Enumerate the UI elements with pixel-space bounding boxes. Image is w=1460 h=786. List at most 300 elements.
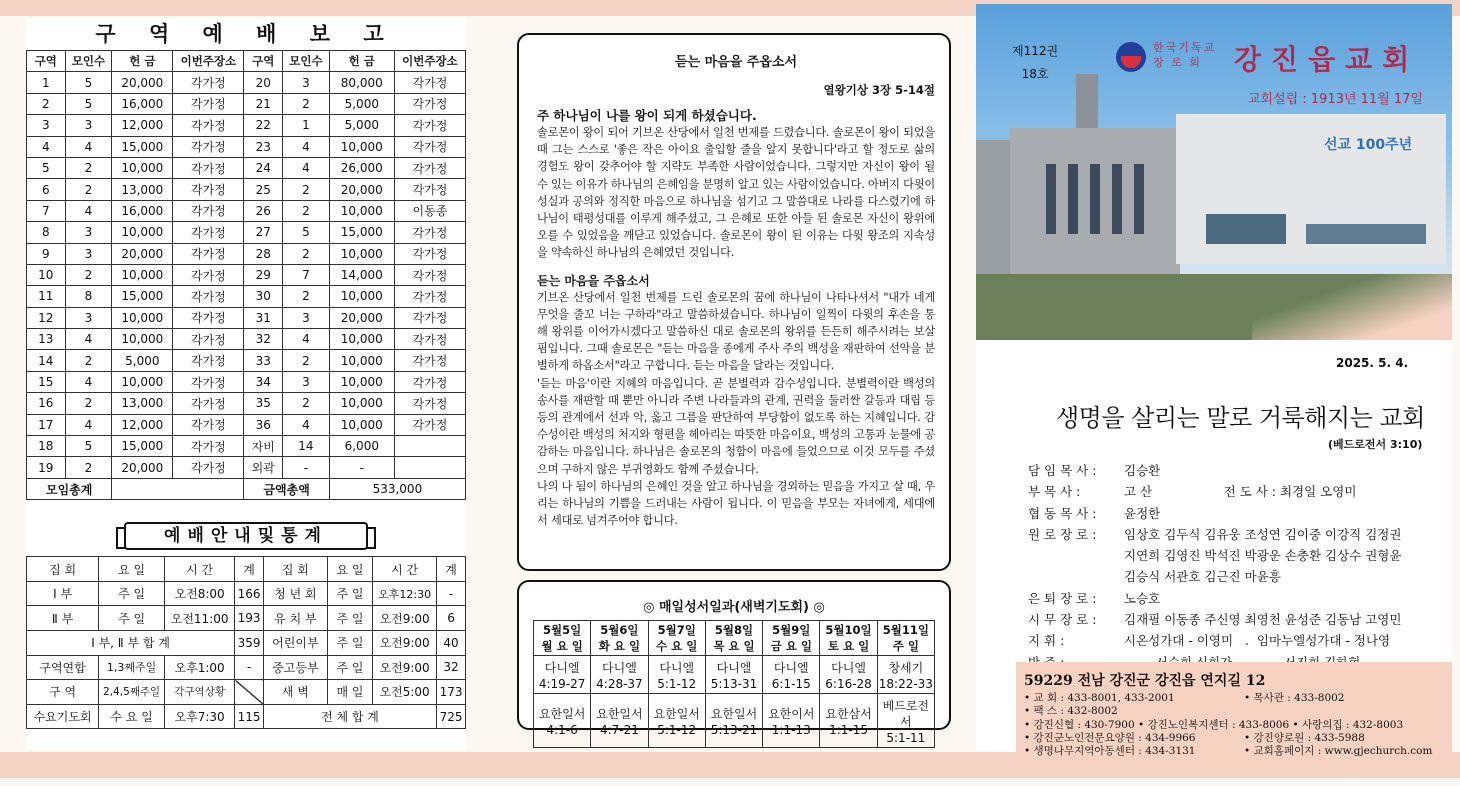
table-cell: 10,000 <box>112 157 173 178</box>
day-cell <box>534 694 591 748</box>
staff-names: 시온성가대 - 이영미 . 임마누엘성가대 - 정나영 <box>1124 633 1391 649</box>
table-cell: 각가정 <box>173 93 244 114</box>
table-cell: 4 <box>283 414 330 435</box>
daily-bible-box <box>517 580 951 745</box>
table-cell: 15,000 <box>112 136 173 157</box>
table-cell: 각가정 <box>173 157 244 178</box>
table-row <box>27 704 466 729</box>
cell-line: 다니엘 <box>659 661 695 675</box>
staff-role: 시 무 장 로 : <box>1028 612 1097 628</box>
table-cell: 18 <box>27 436 66 457</box>
cell-line: 18:22-33 <box>878 677 933 691</box>
cell-line: 월 요 일 <box>541 639 583 653</box>
table-cell: 12,000 <box>112 414 173 435</box>
cell-line: 요한일서 <box>653 707 700 721</box>
table-cell: 새 벽 <box>263 680 327 705</box>
cell-line: 요한일서 <box>710 707 758 721</box>
cell-line: 토 요 일 <box>827 639 870 653</box>
table-cell: 2 <box>65 393 112 414</box>
table-cell: 28 <box>244 243 283 264</box>
table-cell: 12 <box>27 307 66 328</box>
table-row <box>27 655 466 680</box>
table-cell: 27 <box>244 222 283 243</box>
table-cell: 유 치 부 <box>263 606 327 631</box>
cell-line: 요한삼서 <box>825 707 872 721</box>
table-header-cell: 집 회 <box>263 557 327 582</box>
cell-line: 5월8일 <box>714 623 754 637</box>
table-row <box>27 630 466 655</box>
contact-line <box>1024 705 1452 718</box>
table-cell: 6,000 <box>329 436 394 457</box>
table-cell: 10,000 <box>329 350 394 371</box>
contact-item: • 목사관 : 433-8002 <box>1244 692 1345 704</box>
table-cell: 각가정 <box>173 136 244 157</box>
table-cell: 이동종 <box>394 200 465 221</box>
cell-line: 다니엘 <box>716 661 752 675</box>
table-cell: 4 <box>27 136 66 157</box>
sermon-reference: 열왕기상 3장 5-14절 <box>823 83 935 97</box>
table-cell: 오후1:00 <box>165 655 235 680</box>
table-cell: 각가정 <box>173 414 244 435</box>
table-cell: 각가정 <box>173 179 244 200</box>
window <box>1090 164 1100 234</box>
table-row <box>27 243 466 264</box>
staff-row <box>1028 630 1448 651</box>
table-cell: 15,000 <box>329 222 394 243</box>
cell-line: 4:19-27 <box>538 677 586 691</box>
staff-names: 윤정한 <box>1124 505 1161 521</box>
contact-line <box>1024 732 1452 745</box>
table-cell: 10,000 <box>112 329 173 350</box>
table-cell: - <box>283 457 330 478</box>
table-cell: 2,4,5째주일 <box>99 680 165 705</box>
table-cell: 10,000 <box>329 286 394 307</box>
header-district: 구역 <box>244 51 283 72</box>
table-cell: 19 <box>27 457 66 478</box>
contact-line <box>1024 719 1452 732</box>
table-cell: 6 <box>437 606 466 631</box>
table-cell: 10,000 <box>112 264 173 285</box>
table-cell: 9 <box>27 243 66 264</box>
staff-role: 원 로 장 로 : <box>1028 526 1097 542</box>
table-cell: 4 <box>65 136 112 157</box>
table-cell: 4 <box>283 157 330 178</box>
day-cell <box>591 694 648 748</box>
table-cell: 36 <box>244 414 283 435</box>
table-cell: 각가정 <box>173 371 244 392</box>
table-cell: 5 <box>283 222 330 243</box>
table-cell: 구 역 <box>27 680 99 705</box>
table-row <box>27 115 466 136</box>
header-district: 구역 <box>27 51 66 72</box>
table-cell: 중고등부 <box>263 655 327 680</box>
day-cell <box>648 694 705 748</box>
table-cell: 주 일 <box>327 655 372 680</box>
table-cell: 각가정 <box>173 264 244 285</box>
table-cell: 각가정 <box>173 243 244 264</box>
day-cell <box>705 656 762 694</box>
table-cell: 10,000 <box>329 200 394 221</box>
table-row <box>27 157 466 178</box>
contact-box <box>1016 662 1452 772</box>
table-cell: 4 <box>65 371 112 392</box>
table-cell: 수요기도회 <box>27 704 99 729</box>
staff-row <box>1028 588 1448 609</box>
table-cell: 7 <box>27 200 66 221</box>
day-cell <box>877 656 934 694</box>
table-cell: 34 <box>244 371 283 392</box>
sermon-paragraph-2: 기브온 산당에서 일천 번제를 드린 솔로몬의 꿈에 하나님이 나타나셔서 "내가 네게 무엇을 줄꼬 너는 구하라"라고 말씀하셨습니다. 하나님이 일찍이 다윗의 후손을 통해 왕위를 이어가시겠다고 말씀하신 대로 솔로몬의 왕위를 든든히 해주시려는 보살핌입니다. 그때 솔로몬은 "듣는 마음을 종에게 주사 주의 백성을 재판하여 선악을 분별하게 하옵소서"라고 구합니다. 듣는 마음을 달라는 것입니다. <box>537 290 935 373</box>
table-cell: 2 <box>283 179 330 200</box>
cell-line: 다니엘 <box>544 661 580 675</box>
staff-names: 노승호 <box>1124 590 1161 606</box>
header-place: 이번주장소 <box>394 51 465 72</box>
table-cell: 각가정 <box>394 414 465 435</box>
volume: 제112권 <box>1012 44 1059 58</box>
table-cell: 5,000 <box>112 350 173 371</box>
table-row <box>27 606 466 631</box>
table-cell: 각가정 <box>173 200 244 221</box>
table-cell: 10,000 <box>329 243 394 264</box>
cell-line: 5월6일 <box>600 623 639 637</box>
cell-line: 창세기 <box>888 661 924 675</box>
table-row <box>27 93 466 114</box>
cell-line: 6:16-28 <box>825 677 872 691</box>
cell-line: 5:1-12 <box>657 723 697 737</box>
worship-stats-table <box>26 556 466 729</box>
table-cell: 오전11:00 <box>165 606 235 631</box>
table-cell: 3 <box>65 222 112 243</box>
table-cell: 2 <box>65 179 112 200</box>
district-report-table <box>26 50 466 500</box>
sermon-box <box>517 33 951 571</box>
staff-names: 김승식 서관호 김근진 마윤흥 <box>1124 569 1281 585</box>
table-cell: 3 <box>283 371 330 392</box>
table-cell: 4 <box>65 329 112 350</box>
table-header-cell: 집 회 <box>27 557 99 582</box>
table-cell: 각가정 <box>394 115 465 136</box>
table-cell: 16,000 <box>112 200 173 221</box>
church-name: 강진읍교회 <box>1234 43 1420 76</box>
table-cell: 오후7:30 <box>165 704 235 729</box>
table-row <box>27 307 466 328</box>
left-panel <box>26 18 466 750</box>
table-cell: 20,000 <box>112 243 173 264</box>
table-header-cell: 시 간 <box>373 557 437 582</box>
table-cell: 주 일 <box>327 630 372 655</box>
cover-panel <box>976 4 1452 758</box>
table-cell: 4 <box>65 200 112 221</box>
table-cell: 4 <box>65 414 112 435</box>
table-cell: 13,000 <box>112 393 173 414</box>
table-cell: 10,000 <box>329 136 394 157</box>
cell-line: 5월9일 <box>772 623 811 637</box>
table-cell: 오전8:00 <box>165 581 235 606</box>
table-cell: 3 <box>65 307 112 328</box>
table-cell: 115 <box>235 704 264 729</box>
table-cell: 29 <box>244 264 283 285</box>
header-place: 이번주장소 <box>173 51 244 72</box>
table-cell: 각가정 <box>394 371 465 392</box>
table-cell: 5,000 <box>329 93 394 114</box>
founded-date: 교회설립 : 1913년 11월 17일 <box>1248 92 1423 107</box>
cell-line: 금 요 일 <box>770 639 812 653</box>
denomination-logo-icon <box>1116 42 1146 72</box>
table-cell: 구역연합 <box>27 655 99 680</box>
table-cell: 오전9:00 <box>373 606 437 631</box>
header-attendance: 모인수 <box>283 51 330 72</box>
contact-item: • 생명나무지역아동센터 : 434-3131 <box>1024 745 1196 758</box>
denomination-line-1: 한국기독교 <box>1153 41 1217 54</box>
table-cell: 각가정 <box>173 307 244 328</box>
table-cell: 13 <box>27 329 66 350</box>
table-cell: 3 <box>27 115 66 136</box>
window <box>1046 164 1056 234</box>
header-attendance: 모인수 <box>65 51 112 72</box>
table-cell: 4 <box>283 329 330 350</box>
day-cell <box>877 694 934 748</box>
table-cell: 각가정 <box>394 307 465 328</box>
table-cell: 2 <box>65 157 112 178</box>
table-row <box>27 457 466 478</box>
table-cell: 전 체 합 계 <box>263 704 436 729</box>
table-cell: 16,000 <box>112 93 173 114</box>
table-cell: 14 <box>283 436 330 457</box>
sermon-heading-2: 듣는 마음을 주옵소서 <box>537 273 650 288</box>
table-cell: 80,000 <box>329 72 394 93</box>
day-cell <box>820 694 877 748</box>
reading-row <box>534 656 935 694</box>
table-cell: 2 <box>283 243 330 264</box>
table-cell: 13,000 <box>112 179 173 200</box>
cell-line: 요한일서 <box>538 707 586 721</box>
day-header-row <box>534 621 935 656</box>
table-cell: 3 <box>65 115 112 136</box>
table-cell: Ⅰ 부, Ⅱ 부 합 계 <box>27 630 235 655</box>
table-cell: 10,000 <box>329 329 394 350</box>
table-row <box>27 200 466 221</box>
contact-line <box>1024 692 1452 705</box>
cell-line: 4:1-6 <box>546 723 578 737</box>
table-cell: 5 <box>65 93 112 114</box>
table-cell: 2 <box>27 93 66 114</box>
window <box>1068 164 1078 234</box>
table-row <box>27 72 466 93</box>
volume-issue <box>1012 40 1058 86</box>
table-cell: 1 <box>283 115 330 136</box>
cell-line: 주 일 <box>892 639 919 653</box>
table-cell: 10,000 <box>112 307 173 328</box>
table-row <box>27 436 466 457</box>
table-cell: 각가정 <box>173 393 244 414</box>
table-cell: 2 <box>283 350 330 371</box>
day-cell <box>534 656 591 694</box>
staff-row <box>1028 609 1448 630</box>
table-cell: 주 일 <box>99 581 165 606</box>
table-header-cell: 계 <box>437 557 466 582</box>
table-cell: 각가정 <box>394 93 465 114</box>
sermon-heading-1: 주 하나님이 나를 왕이 되게 하셨습니다. <box>537 108 757 123</box>
table-cell: 오전5:00 <box>373 680 437 705</box>
table-cell: 3 <box>283 72 330 93</box>
table-cell: 2 <box>283 93 330 114</box>
table-cell: 20,000 <box>112 72 173 93</box>
reading-row <box>534 694 935 748</box>
cell-line: 5월11일 <box>882 623 929 637</box>
table-header-row <box>27 557 466 582</box>
table-cell: 31 <box>244 307 283 328</box>
table-cell: 30 <box>244 286 283 307</box>
day-cell <box>534 621 591 656</box>
contact-item: • 강진양로원 : 433-5988 <box>1244 731 1365 744</box>
table-cell: 21 <box>244 93 283 114</box>
table-cell: 각가정 <box>173 350 244 371</box>
table-cell: Ⅱ 부 <box>27 606 99 631</box>
table-cell: 193 <box>235 606 264 631</box>
table-cell: 8 <box>27 222 66 243</box>
day-cell <box>705 621 762 656</box>
table-cell <box>235 680 264 705</box>
table-cell: 각가정 <box>173 222 244 243</box>
cell-line: 5:13-21 <box>710 723 758 737</box>
table-cell: 22 <box>244 115 283 136</box>
staff-role: 담 임 목 사 : <box>1028 463 1097 478</box>
table-cell <box>394 457 465 478</box>
table-cell: 1 <box>27 72 66 93</box>
table-cell: 수 요 일 <box>99 704 165 729</box>
table-cell: 10,000 <box>329 393 394 414</box>
total-empty <box>112 478 244 499</box>
table-cell: 매 일 <box>327 680 372 705</box>
table-cell: 주 일 <box>327 606 372 631</box>
table-cell: 각가정 <box>173 457 244 478</box>
amount-label: 금액총액 <box>244 478 329 499</box>
table-cell: 각가정 <box>173 436 244 457</box>
table-row <box>27 179 466 200</box>
table-cell: 각가정 <box>173 72 244 93</box>
day-cell <box>820 656 877 694</box>
worship-stats-title: 예배안내및통계 <box>124 522 368 550</box>
cell-line: 목 요 일 <box>713 639 755 653</box>
day-cell <box>591 656 648 694</box>
staff-row <box>1028 503 1448 524</box>
table-row <box>27 350 466 371</box>
table-cell: 각가정 <box>394 72 465 93</box>
cell-line: 다니엘 <box>602 661 637 675</box>
table-header-cell: 요 일 <box>99 557 165 582</box>
table-cell: 4 <box>283 136 330 157</box>
amount-total: 533,000 <box>329 478 465 499</box>
cell-line: 수 요 일 <box>656 639 698 653</box>
table-cell: 각가정 <box>394 286 465 307</box>
slogan: 생명을 살리는 말로 거룩해지는 교회 <box>1056 404 1425 432</box>
table-cell: 10,000 <box>329 414 394 435</box>
table-cell: 166 <box>235 581 264 606</box>
table-header-cell: 요 일 <box>327 557 372 582</box>
contact-item: • 교회홈페이지 : www.gjechurch.com <box>1244 745 1433 758</box>
table-cell: 각가정 <box>394 157 465 178</box>
table-cell: 각구역상황 <box>165 680 235 705</box>
table-cell: 25 <box>244 179 283 200</box>
corner-pink <box>1252 274 1452 340</box>
slogan-reference: (베드로전서 3:10) <box>1328 438 1423 451</box>
day-cell <box>648 621 705 656</box>
table-cell: 5 <box>65 72 112 93</box>
table-cell: 35 <box>244 393 283 414</box>
table-row <box>27 136 466 157</box>
day-cell <box>591 621 648 656</box>
table-cell: 15 <box>27 371 66 392</box>
table-cell: 주 일 <box>327 581 372 606</box>
staff-list <box>1028 460 1448 673</box>
cell-line: 다니엘 <box>831 661 866 675</box>
staff-names: 김재필 이동종 주신영 최영천 윤성준 김동남 고영민 <box>1124 612 1402 628</box>
daily-bible-title: ◎ 매일성서일과(새벽기도회) ◎ <box>643 600 825 615</box>
table-cell: 각가정 <box>173 115 244 136</box>
cell-line: 5:1-11 <box>886 731 926 745</box>
table-cell: 각가정 <box>394 136 465 157</box>
contact-lines <box>1024 692 1452 758</box>
bulletin-date: 2025. 5. 4. <box>1336 356 1409 370</box>
denomination <box>1153 40 1216 70</box>
total-row <box>27 478 466 499</box>
table-cell: 5,000 <box>329 115 394 136</box>
table-cell: 청 년 회 <box>263 581 327 606</box>
table-cell: 20,000 <box>329 307 394 328</box>
table-cell: 1,3째주일 <box>99 655 165 680</box>
staff-names: 고 산 전 도 사 : 최경일 오영미 <box>1124 484 1357 500</box>
table-cell: 20 <box>244 72 283 93</box>
cell-line: 다니엘 <box>773 661 809 675</box>
table-cell: Ⅰ 부 <box>27 581 99 606</box>
table-cell: 5 <box>65 436 112 457</box>
table-cell: 각가정 <box>394 329 465 350</box>
sermon-paragraph-4: 나의 나 됨이 하나님의 은혜인 것을 알고 하나님을 경외하는 믿음을 가지고 살 때, 우리는 하나님의 기쁨을 드러내는 사람이 됩니다. 이 믿음을 부모는 자녀에게, 세대에서 세대로 넘겨주어야 합니다. <box>537 479 935 528</box>
table-cell: 14,000 <box>329 264 394 285</box>
sermon-paragraph-1: 솔로몬이 왕이 되어 기브온 산당에서 일천 번제를 드렸습니다. 솔로몬이 왕이 되었을 때 그는 스스로 '좋은 작은 아이요 출입할 줄을 알지 못합니다'라고 할 정도로 삶의 경험도 왕이 갖추어야 할 지략도 부족한 사람이었습니다. 그렇지만 자신이 왕이 될 수 있는 이유가 하나님의 은혜임을 분명히 알고 있는 사람이었습니다. 아버지 다윗이 성실과 공의와 정직한 마음으로 하나님을 섬기고 그 말씀대로 나라를 다스렸기에 하나님이 태평성대를 이루게 해주셨고, 그 은혜로 또한 아들 된 솔로몬 자신이 왕위에 오를 수 있었음을 깨닫고 있었습니다. 솔로몬이 왕이 된 이유는 다윗 왕조의 지속성을 약속하신 하나님의 은혜였던 것입니다. <box>537 126 935 260</box>
table-cell: 3 <box>65 243 112 264</box>
table-cell: 173 <box>437 680 466 705</box>
address: 59229 전남 강진군 강진읍 연지길 12 <box>1024 673 1266 689</box>
contact-line <box>1024 745 1452 758</box>
day-cell <box>648 656 705 694</box>
table-cell: 14 <box>27 350 66 371</box>
staff-role: 협 동 목 사 : <box>1028 505 1097 521</box>
daily-bible-table <box>533 620 935 748</box>
table-row <box>27 371 466 392</box>
table-cell: 26,000 <box>329 157 394 178</box>
issue: 18호 <box>1021 67 1049 81</box>
table-cell: 10,000 <box>329 371 394 392</box>
table-cell: 각가정 <box>394 350 465 371</box>
table-cell: 40 <box>437 630 466 655</box>
day-cell <box>705 694 762 748</box>
day-cell <box>763 656 820 694</box>
cell-line: 5:1-12 <box>657 677 697 691</box>
staff-row <box>1028 524 1448 545</box>
table-cell: 어린이부 <box>263 630 327 655</box>
table-cell: 2 <box>283 393 330 414</box>
table-row <box>27 393 466 414</box>
contact-item: • 교 회 : 433-8001, 433-2001 <box>1024 692 1175 704</box>
cell-line: 4:28-37 <box>596 677 643 691</box>
header-offering: 헌 금 <box>112 51 173 72</box>
table-cell: 6 <box>27 179 66 200</box>
table-cell: 20,000 <box>329 179 394 200</box>
cell-line: 베드로전서 <box>882 699 930 729</box>
table-cell: 17 <box>27 414 66 435</box>
staff-role: 지 휘 : <box>1028 633 1065 649</box>
